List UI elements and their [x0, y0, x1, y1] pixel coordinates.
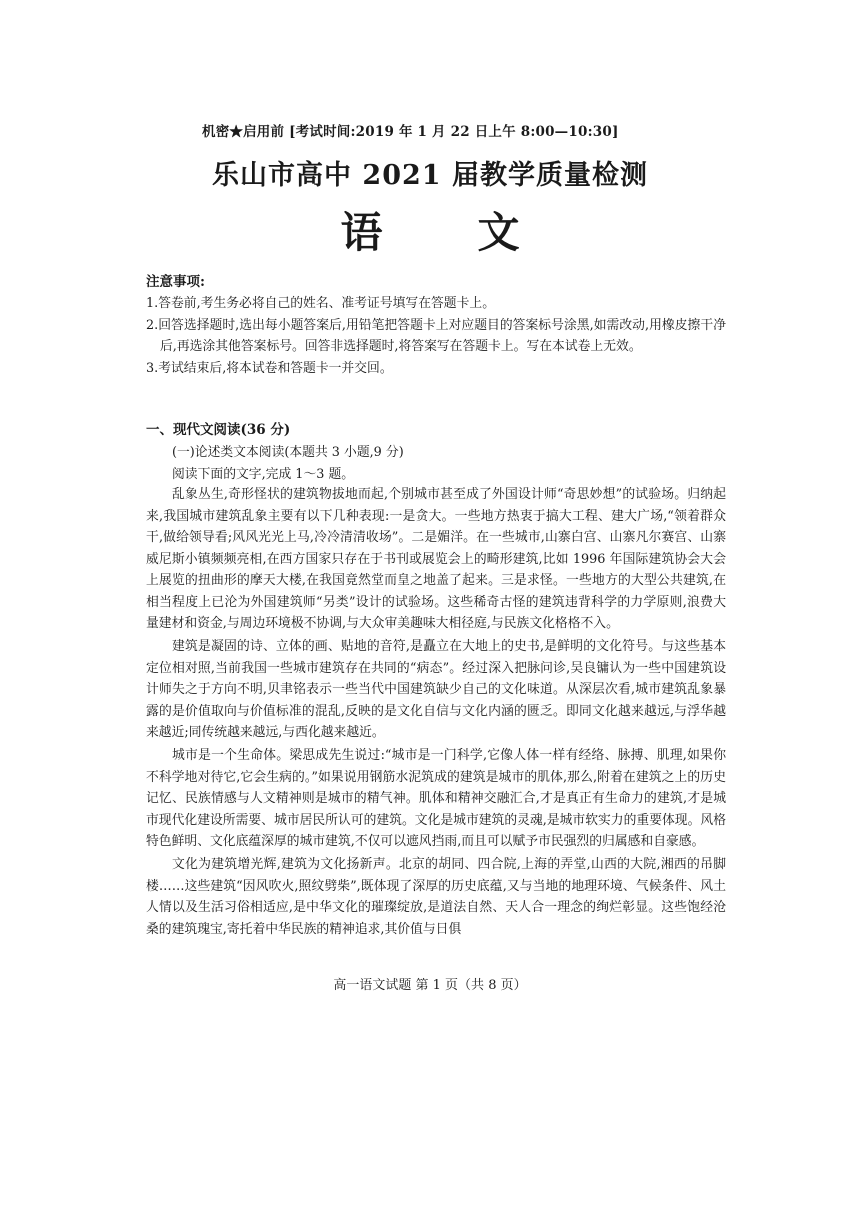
- notice-heading: 注意事项:: [146, 274, 205, 290]
- notice-item: 1.答卷前,考生务必将自己的姓名、准考证号填写在答题卡上。: [146, 296, 495, 311]
- passage-paragraph: 建筑是凝固的诗、立体的画、贴地的音符,是矗立在大地上的史书,是鲜明的文化符号。与这些基本定位相对照,当前我国一些城市建筑存在共同的“病态”。经过深入把脉问诊,吴良镛认为一些中国建筑设计师失之于方向不明,贝聿铭表示一些当代中国建筑缺少自己的文化味道。从深层次看,城市建筑乱象暴露的是价值取向与价值标准的混乱,反映的是文化自信与文化内涵的匮乏。即同文化越来越远,与浮华越来越近;同传统越来越远,与西化越来越近。: [146, 639, 726, 740]
- passage-paragraph: 文化为建筑增光辉,建筑为文化扬新声。北京的胡同、四合院,上海的弄堂,山西的大院,湘西的吊脚楼……这些建筑“因风吹火,照纹劈柴”,既体现了深厚的历史底蕴,又与当地的地理环境、气候条件、风土人情以及生活习俗相适应,是中华文化的璀璨绽放,是道法自然、天人合一理念的绚烂彰显。这些饱经沧桑的建筑瑰宝,寄托着中华民族的精神追求,其价值与日俱: [146, 857, 726, 937]
- notice-list: [146, 293, 726, 379]
- reading-instruction: 阅读下面的文字,完成 1～3 题。: [172, 467, 355, 482]
- notice-item: 3.考试结束后,将本试卷和答题卡一并交回。: [146, 360, 393, 376]
- section-heading: 一、现代文阅读(36 分): [146, 422, 291, 438]
- reading-passage: [146, 484, 726, 942]
- page-footer: 高一语文试题 第 1 页（共 8 页）: [333, 978, 527, 993]
- passage-paragraph: 乱象丛生,奇形怪状的建筑物拔地而起,个别城市甚至成了外国设计师“奇思妙想”的试验场。归纳起来,我国城市建筑乱象主要有以下几种表现:一是贪大。一些地方热衷于搞大工程、建大广场,“领着群众干,做给领导看;风风光光上马,冷冷清清收场”。二是媚洋。在一些城市,山寨白宫、山寨凡尔赛宫、山寨威尼斯小镇频频亮相,在西方国家只存在于书刊或展览会上的畸形建筑,比如 1996 年国际建筑协会大会上展览的扭曲形的摩天大楼,在我国竟然堂而皇之地盖了起来。三是求怪。一些地方的大型公共建筑,在相当程度上已沦为外国建筑师“另类”设计的试验场。这些稀奇古怪的建筑违背科学的力学原则,浪费大量建材和资金,与周边环境极不协调,与大众审美趣味大相径庭,与民族文化格格不入。: [146, 487, 726, 631]
- confidential-exam-time-line: 机密★启用前 [考试时间:2019 年 1 月 22 日上午 8:00—10:30]: [202, 124, 619, 140]
- passage-paragraph: 城市是一个生命体。梁思成先生说过:“城市是一门科学,它像人体一样有经络、脉搏、肌理,如果你不科学地对待它,它会生病的。”如果说用钢筋水泥筑成的建筑是城市的肌体,那么,附着在建筑之上的历史记忆、民族情感与人文精神则是城市的精气神。肌体和精神交融汇合,才是真正有生命力的建筑,才是城市现代化建设所需要、城市居民所认可的建筑。文化是城市建筑的灵魂,是城市软实力的重要体现。风格特色鲜明、文化底蕴深厚的城市建筑,不仅可以遮风挡雨,而且可以赋予市民强烈的归属感和自豪感。: [146, 748, 726, 849]
- section-subheading: (一)论述类文本阅读(本题共 3 小题,9 分): [172, 445, 404, 460]
- subject-title: 语文: [340, 208, 615, 257]
- notice-item: 2.回答选择题时,选出每小题答案后,用铅笔把答题卡上对应题目的答案标号涂黑,如需改动,用橡皮擦干净后,再选涂其他答案标号。回答非选择题时,将答案写在答题卡上。写在本试卷上无效。: [146, 317, 726, 354]
- exam-main-title: 乐山市高中 2021 届教学质量检测: [212, 160, 648, 191]
